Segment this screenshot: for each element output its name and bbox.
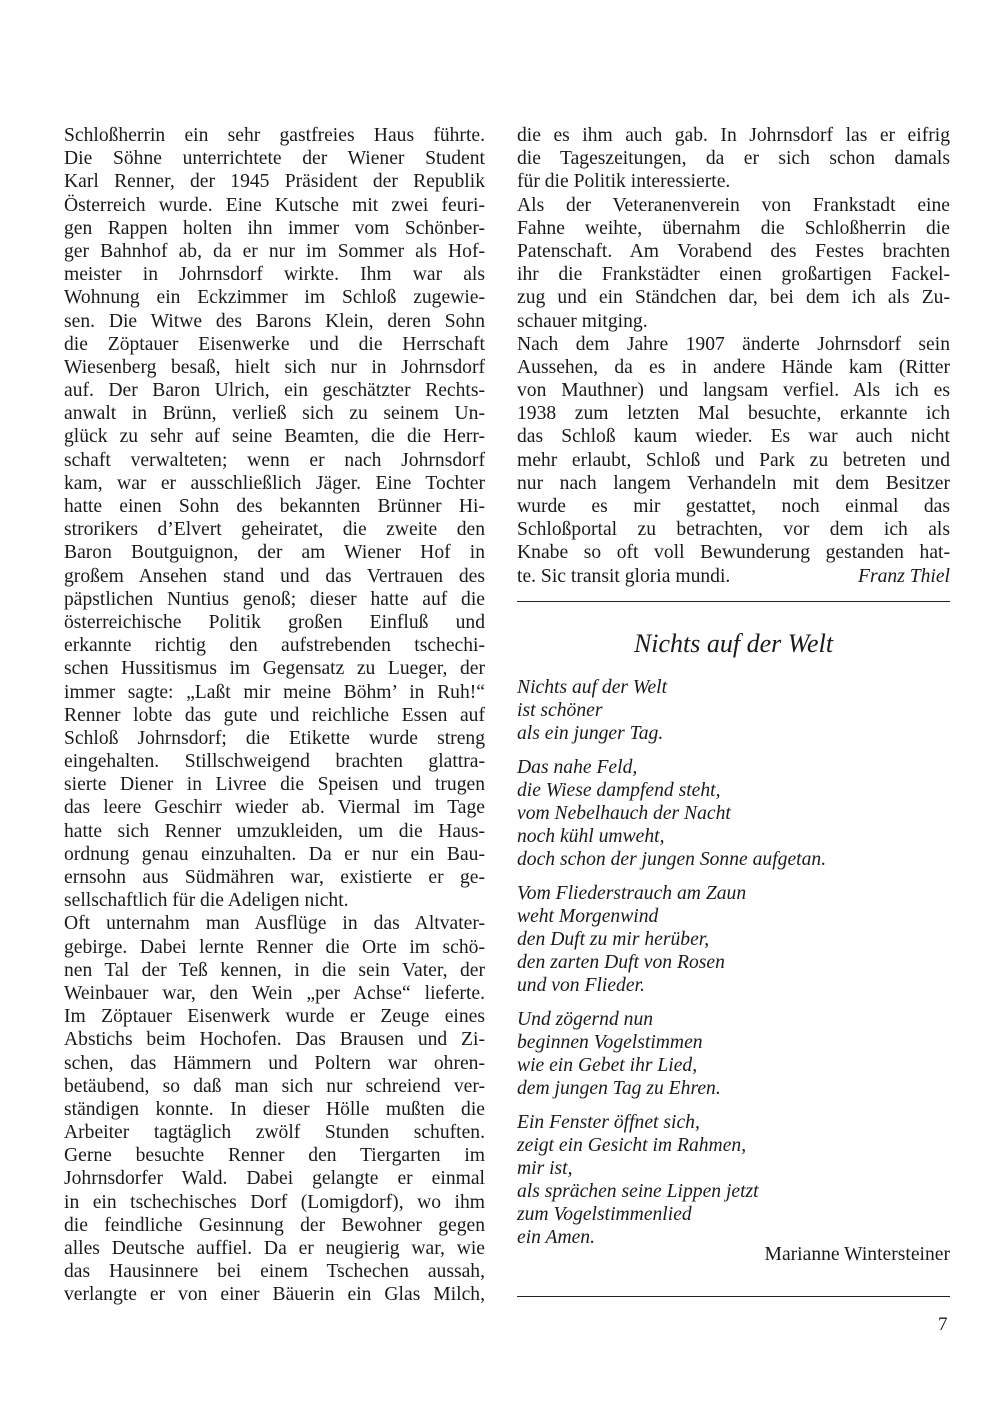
poem-line: ein Amen. — [517, 1227, 595, 1248]
poem-line: vom Nebelhauch der Nacht — [517, 803, 731, 824]
text-line: Patenschaft. Am Vorabend des Festes brachten — [517, 240, 950, 262]
text-line: Fahne weihte, übernahm die Schloßherrin die — [517, 217, 950, 239]
poem-line: Und zögernd nun — [517, 1009, 654, 1030]
poem-line: den zarten Duft von Rosen — [517, 952, 725, 973]
text-line: für die Politik interessierte. — [517, 171, 731, 193]
text-line: Nach dem Jahre 1907 änderte Johrnsdorf sein — [517, 333, 950, 355]
text-line: Oft unternahm man Ausflüge in das Altvater- — [64, 913, 485, 935]
text-line: hatte sich Renner umzukleiden, um die Haus- — [64, 820, 485, 842]
text-line: strorikers d’Elvert geheiratet, die zweite den — [64, 519, 485, 541]
poem-line: Das nahe Feld, — [517, 757, 638, 778]
poem-body — [517, 676, 950, 1260]
poem-line: mir ist, — [517, 1158, 573, 1179]
text-line: immer sagte: „Laßt mir meine Böhm’ in Ruh!“ — [64, 681, 485, 703]
text-line: betäubend, so daß man sich nur schreiend ver- — [64, 1075, 485, 1097]
text-line: Im Zöptauer Eisenwerk wurde er Zeuge eines — [64, 1006, 485, 1028]
text-line: Aussehen, da es in andere Hände kam (Ritter — [517, 356, 950, 378]
text-line: in ein tschechisches Dorf (Lomigdorf), wo ihm — [64, 1191, 485, 1213]
text-line: verlangte er von einer Bäuerin ein Glas Milch, — [64, 1284, 485, 1306]
text-line: schaft verwalteten; wenn er nach Johrnsdorf — [64, 449, 485, 471]
poem-line: zeigt ein Gesicht im Rahmen, — [517, 1135, 747, 1156]
right-column — [517, 124, 950, 588]
text-line: erkannte richtig den aufstrebenden tschechi- — [64, 635, 485, 657]
article-author: Franz Thiel — [858, 565, 950, 587]
article-closing-line — [517, 565, 950, 588]
poem-line: dem jungen Tag zu Ehren. — [517, 1078, 721, 1099]
text-line: Johrnsdorfer Wald. Dabei gelangte er einmal — [64, 1168, 485, 1190]
poem-line: weht Morgenwind — [517, 906, 659, 927]
poem-line: den Duft zu mir herüber, — [517, 929, 710, 950]
article-continuation — [517, 124, 950, 565]
poem-line: beginnen Vogelstimmen — [517, 1032, 703, 1053]
text-line: die Tageszeitungen, da er sich schon damals — [517, 148, 950, 170]
text-line: ger Bahnhof ab, da er nur im Sommer als Hof- — [64, 240, 485, 262]
poem-line: doch schon der jungen Sonne aufgetan. — [517, 849, 827, 870]
left-column — [64, 124, 485, 1307]
poem-line: und von Flieder. — [517, 975, 645, 996]
text-line: kam, war er ausschließlich Jäger. Eine Tochter — [64, 472, 485, 494]
poem-stanza — [517, 676, 950, 745]
poem-line: ist schöner — [517, 700, 603, 721]
text-line: sen. Die Witwe des Barons Klein, deren Sohn — [64, 310, 485, 332]
text-line: Gerne besuchte Renner den Tiergarten im — [64, 1145, 485, 1167]
text-line: ihr die Frankstädter einen großartigen Fackel- — [517, 264, 950, 286]
text-line: 1938 zum letzten Mal besuchte, erkannte ich — [517, 403, 950, 425]
text-line: von Mauthner) und langsam verfiel. Als ich es — [517, 380, 950, 402]
text-line: eingehalten. Stillschweigend brachten glattra- — [64, 751, 485, 773]
poem-stanza — [517, 1111, 950, 1249]
poem-line: Vom Fliederstrauch am Zaun — [517, 883, 747, 904]
poem-line: als ein junger Tag. — [517, 723, 664, 744]
text-line: Abstichs beim Hochofen. Das Brausen und Zi- — [64, 1029, 485, 1051]
text-line: die es ihm auch gab. In Johrnsdorf las er eifrig — [517, 125, 950, 146]
text-line: österreichische Politik großen Einfluß und — [64, 611, 485, 633]
text-line: glück zu sehr auf seine Beamten, die die Herr- — [64, 426, 485, 448]
text-line: Schloßportal zu betrachten, vor dem ich als — [517, 519, 950, 541]
text-line: das leere Geschirr wieder ab. Viermal im Tage — [64, 797, 485, 819]
text-line: alles Deutsche auffiel. Da er neugierig war, wie — [64, 1238, 485, 1259]
text-line: Die Söhne unterrichtete der Wiener Student — [64, 148, 485, 170]
closing-text: te. Sic transit gloria mundi. — [517, 565, 731, 587]
text-line: päpstlichen Nuntius genoß; dieser hatte auf die — [64, 588, 485, 610]
poem-line: noch kühl umweht, — [517, 826, 665, 847]
poem-line: Nichts auf der Welt — [517, 677, 668, 698]
poem-line: zum Vogelstimmenlied — [517, 1204, 692, 1225]
text-line: Weinbauer war, den Wein „per Achse“ lieferte. — [64, 982, 485, 1004]
text-line: nen Tal der Teß kennen, in die sein Vater, der — [64, 959, 485, 981]
text-line: großem Ansehen stand und das Vertrauen des — [64, 565, 485, 587]
text-line: wurde es mir gestattet, noch einmal das — [517, 496, 950, 517]
text-line: gebirge. Dabei lernte Renner die Orte im schö- — [64, 936, 485, 958]
text-line: Wohnung ein Eckzimmer im Schloß zugewie- — [64, 287, 485, 309]
text-line: Arbeiter tagtäglich zwölf Stunden schuften. — [64, 1122, 485, 1144]
text-line: gen Rappen holten ihn immer vom Schönber- — [64, 217, 485, 239]
divider-rule-bottom — [517, 1296, 950, 1297]
text-line: nur nach langem Verhandeln mit dem Besitzer — [517, 472, 950, 494]
text-line: Schloß Johrnsdorf; die Etikette wurde streng — [64, 727, 485, 749]
text-line: schauer mitging. — [517, 310, 648, 332]
text-line: Schloßherrin ein sehr gastfreies Haus führte. — [64, 125, 485, 146]
text-line: hatte einen Sohn des bekannten Brünner Hi- — [64, 496, 485, 517]
text-line: ernsohn aus Südmähren war, existierte er ge- — [64, 867, 485, 888]
text-line: zug und ein Ständchen dar, bei dem ich als Zu- — [517, 287, 950, 309]
poem-line: wie ein Gebet ihr Lied, — [517, 1055, 698, 1076]
text-line: Als der Veteranenverein von Frankstadt eine — [517, 194, 950, 216]
poem-author: Marianne Wintersteiner — [764, 1244, 950, 1265]
text-line: schen Hussitismus im Gegensatz zu Lueger, der — [64, 658, 485, 680]
text-line: schen, das Hämmern und Poltern war ohren- — [64, 1052, 485, 1074]
poem-stanza — [517, 756, 950, 871]
text-line: die Zöptauer Eisenwerke und die Herrschaft — [64, 333, 485, 355]
poem-line: Ein Fenster öffnet sich, — [517, 1112, 700, 1133]
text-line: das Schloß kaum wieder. Es war auch nicht — [517, 426, 950, 448]
text-line: anwalt in Brünn, verließ sich zu seinem Un- — [64, 403, 485, 425]
text-line: sellschaftlich für die Adeligen nicht. — [64, 890, 349, 912]
text-line: sierte Diener in Livree die Speisen und trugen — [64, 774, 485, 796]
poem-stanza — [517, 1008, 950, 1100]
page-number: 7 — [938, 1314, 948, 1335]
poem-stanza — [517, 882, 950, 997]
text-line: mehr erlaubt, Schloß und Park zu betreten und — [517, 449, 950, 471]
poem-line: die Wiese dampfend steht, — [517, 780, 721, 801]
text-line: auf. Der Baron Ulrich, ein geschätzter Rechts- — [64, 380, 485, 402]
text-line: Renner lobte das gute und reichliche Essen auf — [64, 704, 485, 726]
text-line: ständigen konnte. In dieser Hölle mußten die — [64, 1098, 485, 1120]
text-line: Wiesenberg besaß, hielt sich nur in Johrnsdorf — [64, 356, 485, 378]
text-line: die feindliche Gesinnung der Bewohner gegen — [64, 1214, 485, 1236]
text-line: ordnung genau einzuhalten. Da er nur ein Bau- — [64, 843, 485, 865]
text-line: meister in Johrnsdorf wirkte. Ihm war als — [64, 264, 485, 286]
text-line: Knabe so oft voll Bewunderung gestanden hat- — [517, 542, 950, 564]
text-line: Österreich wurde. Eine Kutsche mit zwei feuri- — [64, 194, 485, 216]
text-line: Baron Boutguignon, der am Wiener Hof in — [64, 542, 485, 564]
divider-rule-top — [517, 601, 950, 602]
poem-line: als sprächen seine Lippen jetzt — [517, 1181, 759, 1202]
text-line: das Hausinnere bei einem Tschechen aussah, — [64, 1261, 485, 1283]
text-line: Karl Renner, der 1945 Präsident der Republik — [64, 171, 485, 193]
poem-title: Nichts auf der Welt — [633, 629, 834, 658]
